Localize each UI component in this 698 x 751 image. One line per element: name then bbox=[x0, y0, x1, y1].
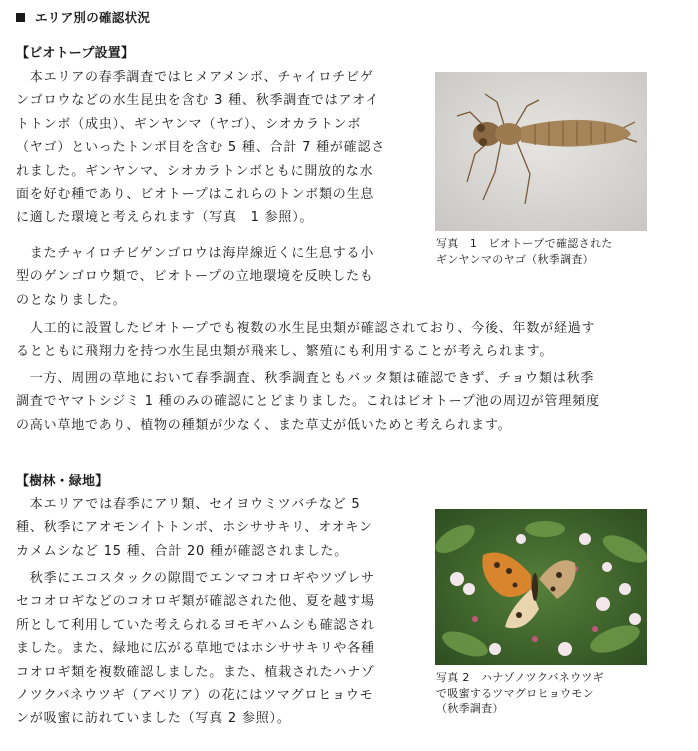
caption-line: 写真 1 ビオトープで確認された bbox=[436, 237, 613, 250]
paragraph-line: 本エリアでは春季にアリ類、セイヨウミツバチなど 5 bbox=[16, 497, 361, 512]
photo-2-caption bbox=[436, 670, 604, 717]
paragraph-line: ンゴロウなどの水生昆虫を含む 3 種、秋季調査ではアオイ bbox=[16, 93, 380, 109]
biotope-paragraph-3 bbox=[16, 317, 595, 364]
paragraph-line: 所として利用していた考えられるヨモギハムシも確認され bbox=[16, 617, 375, 633]
paragraph-line: に適した環境と考えられます（写真 1 参照）。 bbox=[16, 210, 314, 226]
square-bullet-icon bbox=[16, 13, 25, 22]
page-heading bbox=[16, 8, 150, 26]
photo-dragonfly-nymph bbox=[435, 72, 647, 231]
photo-1-caption bbox=[436, 236, 613, 267]
biotope-paragraph-1 bbox=[16, 66, 385, 230]
paragraph-line: の高い草地であり、植物の種類が少なく、また草丈が低いためと考えられます。 bbox=[16, 417, 512, 433]
paragraph-line: のとなりました。 bbox=[16, 292, 127, 308]
paragraph-line: れました。ギンヤンマ、シオカラトンボともに開放的な水 bbox=[16, 163, 374, 179]
biotope-paragraph-4 bbox=[16, 367, 600, 437]
section-title-biotope: 【ビオトープ設置】 bbox=[16, 46, 135, 61]
butterfly-on-abelia-image bbox=[435, 509, 647, 665]
photo-butterfly bbox=[435, 509, 647, 665]
woods-paragraph-1 bbox=[16, 493, 373, 563]
paragraph-line: 調査でヤマトシジミ 1 種のみの確認にとどまりました。これはビオトープ池の周辺が管理頻度 bbox=[16, 394, 600, 410]
caption-line: で吸蜜するツマグロヒョウモン bbox=[436, 686, 594, 700]
paragraph-line: ンが吸蜜に訪れていました（写真 2 参照）。 bbox=[16, 711, 291, 727]
paragraph-line: セコオロギなどのコオロギ類が確認された他、夏を越す場 bbox=[16, 594, 375, 610]
caption-line: （秋季調査） bbox=[436, 702, 504, 715]
biotope-paragraph-2 bbox=[16, 242, 374, 312]
caption-line: ギンヤンマのヤゴ（秋季調査） bbox=[436, 252, 594, 266]
paragraph-line: 型のゲンゴロウ類で、ビオトープの立地環境を反映したも bbox=[16, 269, 374, 285]
paragraph-line: ノツクバネウツギ（アベリア）の花にはツマグロヒョウモ bbox=[16, 688, 374, 704]
heading-text: エリア別の確認状況 bbox=[35, 10, 151, 25]
paragraph-line: 人工的に設置したビオトープでも複数の水生昆虫類が確認されており、今後、年数が経過す bbox=[16, 321, 596, 336]
paragraph-line: 本エリアの春季調査ではヒメアメンボ、チャイロチビゲ bbox=[16, 70, 374, 85]
paragraph-line: 秋季にエコスタックの隙間でエンマコオロギやツヅレサ bbox=[16, 571, 375, 586]
paragraph-line: コオロギ類を複数確認しました。また、植栽されたハナゾ bbox=[16, 664, 375, 680]
paragraph-line: るとともに飛翔力を持つ水生昆虫類が飛来し、繁殖にも利用することが考えられます。 bbox=[16, 344, 554, 360]
woods-paragraph-2 bbox=[16, 567, 375, 731]
paragraph-line: カメムシなど 15 種、合計 20 種が確認されました。 bbox=[16, 543, 349, 559]
paragraph-line: 一方、周囲の草地において春季調査、秋季調査ともバッタ類は確認できず、チョウ類は秋季 bbox=[16, 371, 595, 386]
paragraph-line: （ヤゴ）といったトンボ目を含む 5 種、合計 7 種が確認さ bbox=[16, 140, 386, 156]
section-title-woods: 【樹林・緑地】 bbox=[16, 474, 109, 489]
paragraph-line: トトンボ（成虫）、ギンヤンマ（ヤゴ）、シオカラトンボ bbox=[16, 116, 362, 132]
caption-line: 写真 2 ハナゾノツクバネウツギ bbox=[436, 671, 604, 684]
paragraph-line: ました。また、緑地に広がる草地ではホシササキリや各種 bbox=[16, 641, 375, 657]
dragonfly-nymph-image bbox=[435, 72, 647, 231]
paragraph-line: 種、秋季にアオモンイトトンボ、ホシササキリ、オオキン bbox=[16, 520, 373, 536]
paragraph-line: またチャイロチビゲンゴロウは海岸線近くに生息する小 bbox=[16, 246, 375, 261]
paragraph-line: 面を好む種であり、ビオトープはこれらのトンボ類の生息 bbox=[16, 187, 375, 203]
